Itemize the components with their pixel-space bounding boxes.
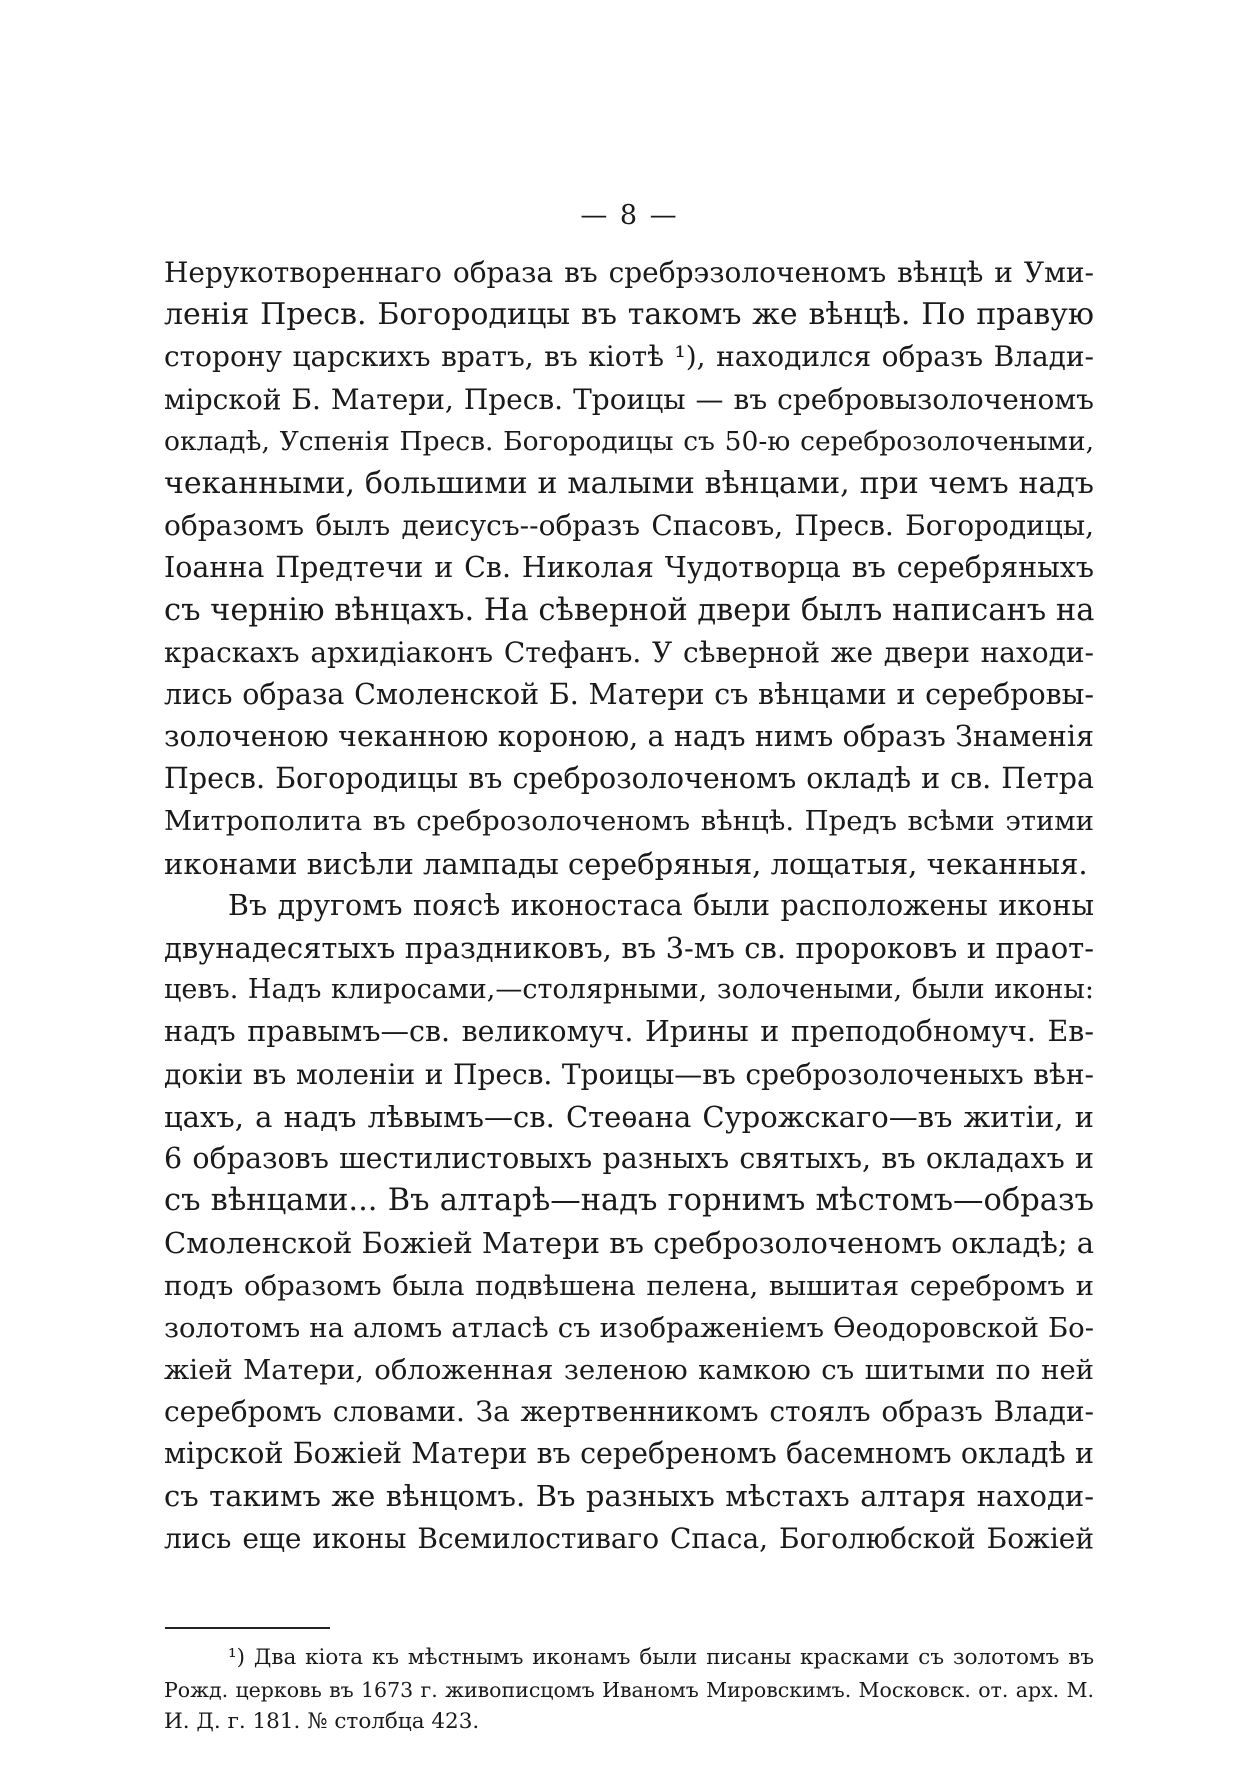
- text-line: докіи въ моленіи и Пресв. Троицы—въ среброзолоченыхъ вѣн-: [164, 1057, 1094, 1091]
- footnote-divider: [165, 1627, 330, 1629]
- text-line: надъ правымъ—св. великомуч. Ирины и преподобномуч. Ев-: [164, 1015, 1094, 1049]
- text-line: Іоанна Предтечи и Св. Николая Чудотворца въ серебряныхъ: [164, 551, 1094, 585]
- text-line: золоченою чеканною короною, а надъ нимъ образъ Знаменія: [164, 720, 1094, 754]
- text-line: образомъ былъ деисусъ--образъ Спасовъ, Пресв. Богородицы,: [164, 509, 1094, 543]
- text-line: жіей Матери, обложенная зеленою камкою съ шитыми по ней: [164, 1353, 1094, 1386]
- text-line: съ чернію вѣнцахъ. На сѣверной двери былъ написанъ на: [164, 592, 1095, 628]
- text-line: лись образа Смоленской Б. Матери съ вѣнцами и серебровы-: [164, 677, 1094, 711]
- text-line: подъ образомъ была подвѣшена пелена, вышитая серебромъ и: [164, 1269, 1094, 1302]
- text-line: иконами висѣли лампады серебряныя, лощатыя, чеканныя.: [164, 846, 1088, 881]
- text-line: мірской Б. Матери, Пресв. Троицы — въ сребровызолоченомъ: [164, 382, 1094, 416]
- text-line: лись еще иконы Всемилостиваго Спаса, Боголюбской Божіей: [164, 1521, 1094, 1555]
- text-line: съ такимъ же вѣнцомъ. Въ разныхъ мѣстахъ алтаря находи-: [164, 1479, 1094, 1514]
- text-line: золотомъ на аломъ атласѣ съ изображеніемъ Ѳеодоровской Бо-: [164, 1311, 1094, 1344]
- text-line: сторону царскихъ вратъ, въ кіотѣ ¹), находился образъ Влади-: [164, 340, 1094, 374]
- text-line: цевъ. Надъ клиросами,—столярными, золочеными, были иконы:: [164, 974, 1094, 1006]
- text-line: Пресв. Богородицы въ среброзолоченомъ окладѣ и св. Петра: [164, 762, 1094, 796]
- footnotes: [164, 1642, 1094, 1738]
- text-line: краскахъ архидіаконъ Стефанъ. У сѣверной же двери находи-: [164, 635, 1094, 669]
- text-line: Въ другомъ поясѣ иконостаса были расположены иконы: [228, 888, 1094, 922]
- text-line: мірской Божіей Матери въ серебреномъ басемномъ окладѣ и: [164, 1437, 1094, 1471]
- text-line: Митрополита въ среброзолоченомъ вѣнцѣ. Предъ всѣми этими: [164, 805, 1094, 838]
- text-line: 6 образовъ шестилистовыхъ разныхъ святыхъ, въ окладахъ и: [164, 1141, 1094, 1175]
- body-text: [164, 252, 1094, 1560]
- text-line: чеканными, большими и малыми вѣнцами, при чемъ надъ: [164, 465, 1094, 501]
- page-number: — 8 —: [580, 200, 679, 231]
- footnote-line: ¹) Два кіота къ мѣстнымъ иконамъ были писаны красками съ золотомъ въ: [228, 1645, 1094, 1670]
- text-line: окладѣ, Успенія Пресв. Богородицы съ 50-ю сереброзолочеными,: [164, 425, 1094, 457]
- text-line: Смоленской Божіей Матери въ среброзолоченомъ окладѣ; а: [164, 1226, 1095, 1261]
- text-line: ленія Пресв. Богородицы въ такомъ же вѣнцѣ. По правую: [164, 297, 1094, 333]
- text-line: Нерукотвореннаго образа въ сребрэзолоченомъ вѣнцѣ и Уми-: [164, 256, 1094, 289]
- text-line: цахъ, а надъ лѣвымъ—св. Стеѳана Сурожскаго—въ житіи, и: [164, 1099, 1094, 1134]
- footnote-line: Рожд. церковь въ 1673 г. живописцомъ Иваномъ Мировскимъ. Московск. от. арх. М.: [164, 1678, 1094, 1702]
- text-line: двунадесятыхъ праздниковъ, въ 3-мъ св. пророковъ и праот-: [164, 931, 1094, 965]
- footnote-line: И. Д. г. 181. № столбца 423.: [164, 1709, 480, 1734]
- text-line: серебромъ словами. За жертвенникомъ стоялъ образъ Влади-: [164, 1395, 1094, 1429]
- text-line: съ вѣнцами... Въ алтарѣ—надъ горнимъ мѣстомъ—образъ: [164, 1183, 1094, 1219]
